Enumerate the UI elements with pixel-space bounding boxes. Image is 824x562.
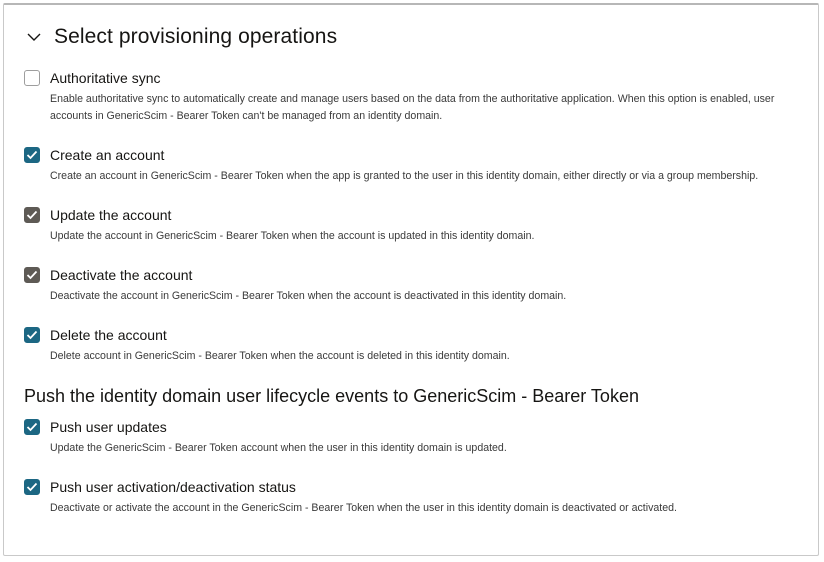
push-activation-status-checkbox[interactable] <box>24 479 40 495</box>
push-activation-status-description: Deactivate or activate the account in the GenericScim - Bearer Token when the user in this identity domain is deactivated or activated. <box>50 502 677 514</box>
push-section-title: Push the identity domain user lifecycle events to GenericScim - Bearer Token <box>24 386 639 406</box>
option-update-account <box>24 205 810 245</box>
section-title: Select provisioning operations <box>54 25 338 48</box>
create-account-checkbox[interactable] <box>24 147 40 163</box>
option-delete-account <box>24 325 810 365</box>
checkmark-icon <box>26 270 38 280</box>
delete-account-checkbox[interactable] <box>24 327 40 343</box>
option-create-account <box>24 145 810 185</box>
deactivate-account-description: Deactivate the account in GenericScim - Bearer Token when the account is deactivated in this identity domain. <box>50 290 567 302</box>
update-account-description: Update the account in GenericScim - Bearer Token when the account is updated in this identity domain. <box>50 230 535 242</box>
section-header-toggle[interactable] <box>24 25 337 49</box>
push-user-updates-label: Push user updates <box>50 419 167 435</box>
delete-account-description: Delete account in GenericScim - Bearer Token when the account is deleted in this identity domain. <box>50 350 510 362</box>
push-user-updates-checkbox[interactable] <box>24 419 40 435</box>
option-authoritative-sync <box>24 68 810 125</box>
authoritative-sync-description: Enable authoritative sync to automatically create and manage users based on the data from the authoritative application. When this option is enabled, user accounts in GenericScim - Bearer Token can't be managed from an identity domain. <box>50 93 775 122</box>
create-account-label: Create an account <box>50 147 165 163</box>
option-push-activation-status <box>24 477 810 517</box>
provisioning-panel <box>3 3 819 556</box>
authoritative-sync-label: Authoritative sync <box>50 70 161 86</box>
deactivate-account-label: Deactivate the account <box>50 267 193 283</box>
deactivate-account-checkbox[interactable] <box>24 267 40 283</box>
checkmark-icon <box>26 422 38 432</box>
update-account-label: Update the account <box>50 207 172 223</box>
push-activation-status-label: Push user activation/deactivation status <box>50 479 296 495</box>
option-push-user-updates <box>24 417 810 457</box>
create-account-description: Create an account in GenericScim - Bearer Token when the app is granted to the user in this identity domain, either directly or via a group membership. <box>50 170 759 182</box>
chevron-down-icon[interactable] <box>24 27 44 47</box>
update-account-checkbox[interactable] <box>24 207 40 223</box>
checkmark-icon <box>26 330 38 340</box>
checkmark-icon <box>26 210 38 220</box>
push-user-updates-description: Update the GenericScim - Bearer Token account when the user in this identity domain is updated. <box>50 442 507 454</box>
delete-account-label: Delete the account <box>50 327 167 343</box>
option-deactivate-account <box>24 265 810 305</box>
checkmark-icon <box>26 482 38 492</box>
checkmark-icon <box>26 150 38 160</box>
authoritative-sync-checkbox[interactable] <box>24 70 40 86</box>
